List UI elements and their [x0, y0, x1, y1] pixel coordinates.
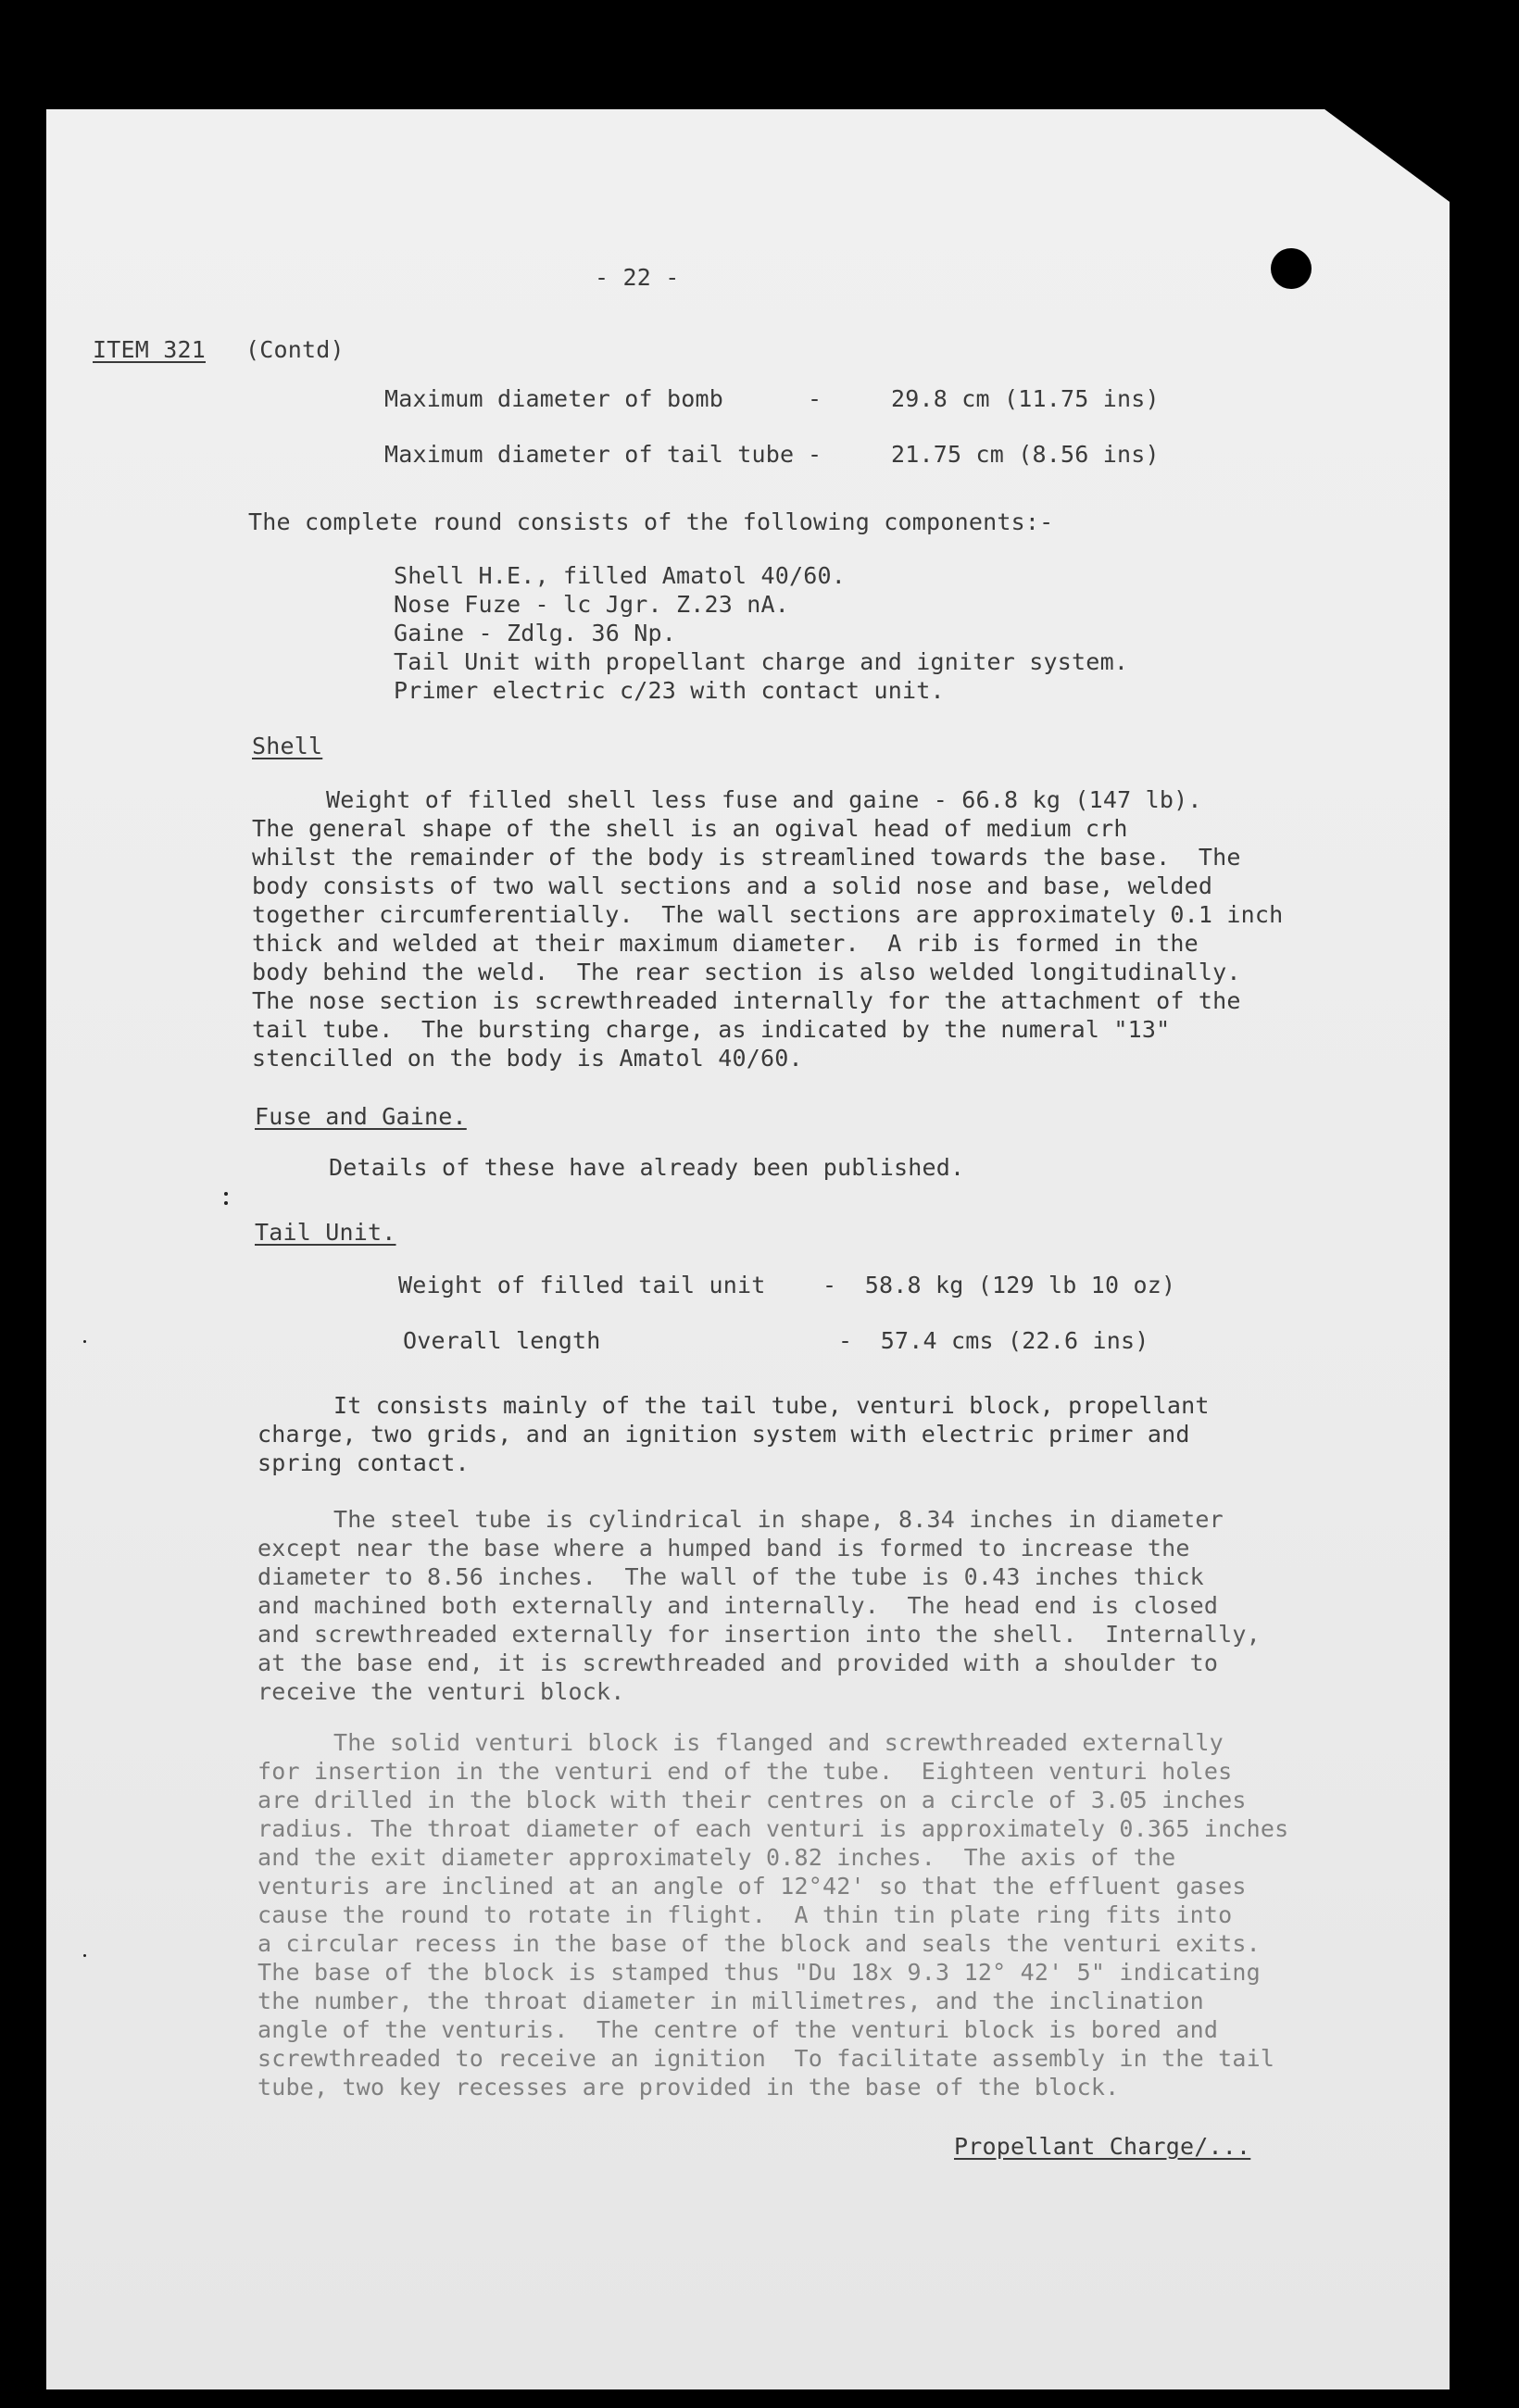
- fuse-gaine-heading: Fuse and Gaine.: [255, 1103, 467, 1130]
- tail-para3-line: venturis are inclined at an angle of 12°42' so that the effluent gases: [257, 1873, 1247, 1900]
- tail-para3-line: angle of the venturis. The centre of the venturi block is bored and: [257, 2016, 1219, 2043]
- tail-spec-label: Overall length: [403, 1327, 601, 1354]
- item-contd: (Contd): [245, 336, 345, 363]
- tail-spec-label: Weight of filled tail unit: [398, 1272, 766, 1298]
- components-intro: The complete round consists of the following components:-: [248, 508, 1054, 535]
- component-item: Nose Fuze - lc Jgr. Z.23 nA.: [394, 591, 790, 618]
- shell-text-line: tail tube. The bursting charge, as indicated by the numeral "13": [252, 1016, 1171, 1043]
- shell-text-line: stencilled on the body is Amatol 40/60.: [252, 1045, 803, 1072]
- tail-para2-line: and screwthreaded externally for insertion into the shell. Internally,: [257, 1621, 1261, 1648]
- punch-hole: [1271, 248, 1312, 289]
- item-heading: ITEM 321: [93, 336, 207, 363]
- stray-mark: [83, 1954, 86, 1957]
- shell-text-line: body behind the weld. The rear section is also welded longitudinally.: [252, 959, 1241, 985]
- tail-para2-line: receive the venturi block.: [257, 1678, 625, 1705]
- tail-para1-line: charge, two grids, and an ignition system with electric primer and: [257, 1421, 1190, 1448]
- stray-mark: [83, 1340, 86, 1343]
- component-item: Shell H.E., filled Amatol 40/60.: [394, 562, 847, 589]
- shell-heading: Shell: [252, 733, 323, 759]
- tail-para2-line: and machined both externally and internally. The head end is closed: [257, 1592, 1219, 1619]
- tail-para3-line: and the exit diameter approximately 0.82 inches. The axis of the: [257, 1844, 1176, 1871]
- shell-text-line: body consists of two wall sections and a solid nose and base, welded: [252, 872, 1213, 899]
- tail-para3-line: radius. The throat diameter of each venturi is approximately 0.365 inches: [257, 1815, 1289, 1842]
- dimension-value: 29.8 cm (11.75 ins): [891, 385, 1160, 412]
- tail-para3-line: are drilled in the block with their centres on a circle of 3.05 inches: [257, 1787, 1247, 1813]
- dimension-value: 21.75 cm (8.56 ins): [891, 441, 1160, 468]
- shell-text-line: The nose section is screwthreaded internally for the attachment of the: [252, 987, 1241, 1014]
- tail-unit-heading: Tail Unit.: [255, 1219, 396, 1246]
- component-item: Gaine - Zdlg. 36 Np.: [394, 620, 677, 646]
- dimension-label: Maximum diameter of bomb: [384, 385, 724, 412]
- tail-para3-line: The solid venturi block is flanged and screwthreaded externally: [333, 1729, 1224, 1756]
- tail-para3-line: a circular recess in the base of the block and seals the venturi exits.: [257, 1930, 1261, 1957]
- stray-mark: [224, 1201, 228, 1205]
- tail-para3-line: The base of the block is stamped thus "Du 18x 9.3 12° 42' 5" indicating: [257, 1959, 1261, 1986]
- tail-para3-line: the number, the throat diameter in millimetres, and the inclination: [257, 1988, 1204, 2014]
- page-number: - 22 -: [595, 264, 680, 291]
- shell-text-line: Weight of filled shell less fuse and gaine - 66.8 kg (147 lb).: [326, 786, 1202, 813]
- tail-para1-line: spring contact.: [257, 1449, 470, 1476]
- tail-para3-line: for insertion in the venturi end of the tube. Eighteen venturi holes: [257, 1758, 1233, 1785]
- component-item: Primer electric c/23 with contact unit.: [394, 677, 945, 704]
- tail-para3-line: screwthreaded to receive an ignition To facilitate assembly in the tail: [257, 2045, 1275, 2072]
- tail-para2-line: diameter to 8.56 inches. The wall of the tube is 0.43 inches thick: [257, 1563, 1204, 1590]
- fuse-gaine-text: Details of these have already been published.: [329, 1154, 965, 1181]
- continuation-catchword: Propellant Charge/...: [954, 2133, 1251, 2160]
- tail-para2-line: at the base end, it is screwthreaded and provided with a shoulder to: [257, 1649, 1219, 1676]
- tail-para3-line: cause the round to rotate in flight. A thin tin plate ring fits into: [257, 1901, 1233, 1928]
- component-item: Tail Unit with propellant charge and igniter system.: [394, 648, 1129, 675]
- tail-para1-line: It consists mainly of the tail tube, venturi block, propellant: [333, 1392, 1210, 1419]
- tail-para2-line: The steel tube is cylindrical in shape, 8.34 inches in diameter: [333, 1506, 1224, 1533]
- tail-spec-value: - 58.8 kg (129 lb 10 oz): [822, 1272, 1176, 1298]
- dimension-label: Maximum diameter of tail tube: [384, 441, 795, 468]
- tail-para3-line: tube, two key recesses are provided in the base of the block.: [257, 2074, 1120, 2101]
- tail-para2-line: except near the base where a humped band is formed to increase the: [257, 1535, 1190, 1561]
- shell-text-line: whilst the remainder of the body is streamlined towards the base. The: [252, 844, 1241, 871]
- dimension-sep: -: [808, 385, 822, 412]
- tail-spec-value: - 57.4 cms (22.6 ins): [838, 1327, 1149, 1354]
- shell-text-line: The general shape of the shell is an ogival head of medium crh: [252, 815, 1128, 842]
- dimension-sep: -: [808, 441, 822, 468]
- shell-text-line: thick and welded at their maximum diameter. A rib is formed in the: [252, 930, 1199, 957]
- shell-text-line: together circumferentially. The wall sections are approximately 0.1 inch: [252, 901, 1284, 928]
- stray-mark: [224, 1192, 228, 1196]
